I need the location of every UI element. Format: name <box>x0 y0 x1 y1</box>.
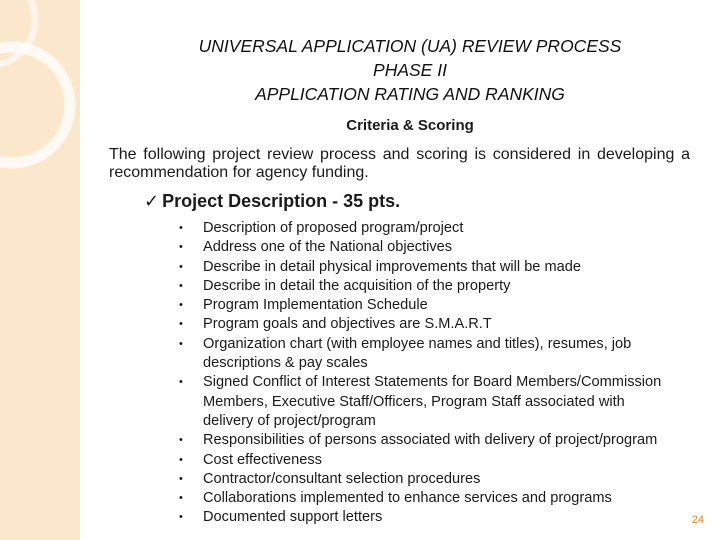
list-item <box>176 489 676 508</box>
list-item <box>176 219 676 238</box>
list-item <box>176 451 676 470</box>
bullet-icon: • <box>179 376 183 389</box>
bullet-icon: • <box>179 511 183 524</box>
list-item-text: Description of proposed program/project <box>203 220 464 236</box>
list-item-text: Program Implementation Schedule <box>203 297 428 314</box>
bullet-icon: • <box>179 434 183 447</box>
subtitle: Criteria & Scoring <box>346 117 474 134</box>
title-line-3: APPLICATION RATING AND RANKING <box>255 84 565 104</box>
list-item <box>176 373 676 431</box>
list-item <box>176 277 676 296</box>
bullet-icon: • <box>179 453 183 466</box>
bullet-icon: • <box>179 260 183 273</box>
list-item-text: Contractor/consultant selection procedures <box>203 470 481 487</box>
decorative-circles <box>0 0 80 540</box>
criteria-list <box>176 219 676 528</box>
section-heading <box>144 190 400 212</box>
list-item-text: Program goals and objectives are S.M.A.R.T <box>203 316 492 333</box>
section-heading-text: Project Description - 35 pts. <box>162 191 401 211</box>
list-item <box>176 431 676 450</box>
bullet-icon: • <box>179 337 183 350</box>
slide-title <box>100 34 720 106</box>
checkmark-icon: ✓ <box>144 191 160 211</box>
bullet-icon: • <box>179 299 183 312</box>
bullet-icon: • <box>179 279 183 292</box>
list-item <box>176 296 676 315</box>
bullet-icon: • <box>179 318 183 331</box>
bullet-icon: • <box>179 472 183 485</box>
list-item <box>176 238 676 257</box>
title-line-2: PHASE II <box>373 60 447 80</box>
list-item-text: Organization chart (with employee names and titles), resumes, job descriptions & pay scales <box>203 335 632 372</box>
decorative-sidebar <box>0 0 80 540</box>
list-item <box>176 508 676 527</box>
bullet-icon: • <box>179 222 183 234</box>
bullet-icon: • <box>179 241 183 254</box>
bullet-icon: • <box>179 492 183 505</box>
list-item-text: Responsibilities of persons associated with delivery of project/program <box>203 432 658 449</box>
list-item-text: Documented support letters <box>203 509 383 526</box>
list-item-text: Signed Conflict of Interest Statements for Board Members/Commission Members, Executive Staff/Officers, Program Staff associated with delivery of project/program <box>203 374 662 429</box>
page-number: 24 <box>691 514 704 526</box>
list-item-text: Address one of the National objectives <box>203 239 453 256</box>
list-item <box>176 315 676 334</box>
list-item <box>176 335 676 374</box>
list-item-text: Describe in detail physical improvements that will be made <box>203 258 581 275</box>
list-item-text: Describe in detail the acquisition of the property <box>203 277 511 294</box>
list-item <box>176 258 676 277</box>
title-line-1: UNIVERSAL APPLICATION (UA) REVIEW PROCESS <box>198 36 622 56</box>
list-item <box>176 470 676 489</box>
list-item-text: Cost effectiveness <box>203 451 322 468</box>
intro-paragraph: The following project review process and scoring is considered in developing a recommendation for agency funding. <box>109 146 690 181</box>
list-item-text: Collaborations implemented to enhance services and programs <box>203 490 612 507</box>
